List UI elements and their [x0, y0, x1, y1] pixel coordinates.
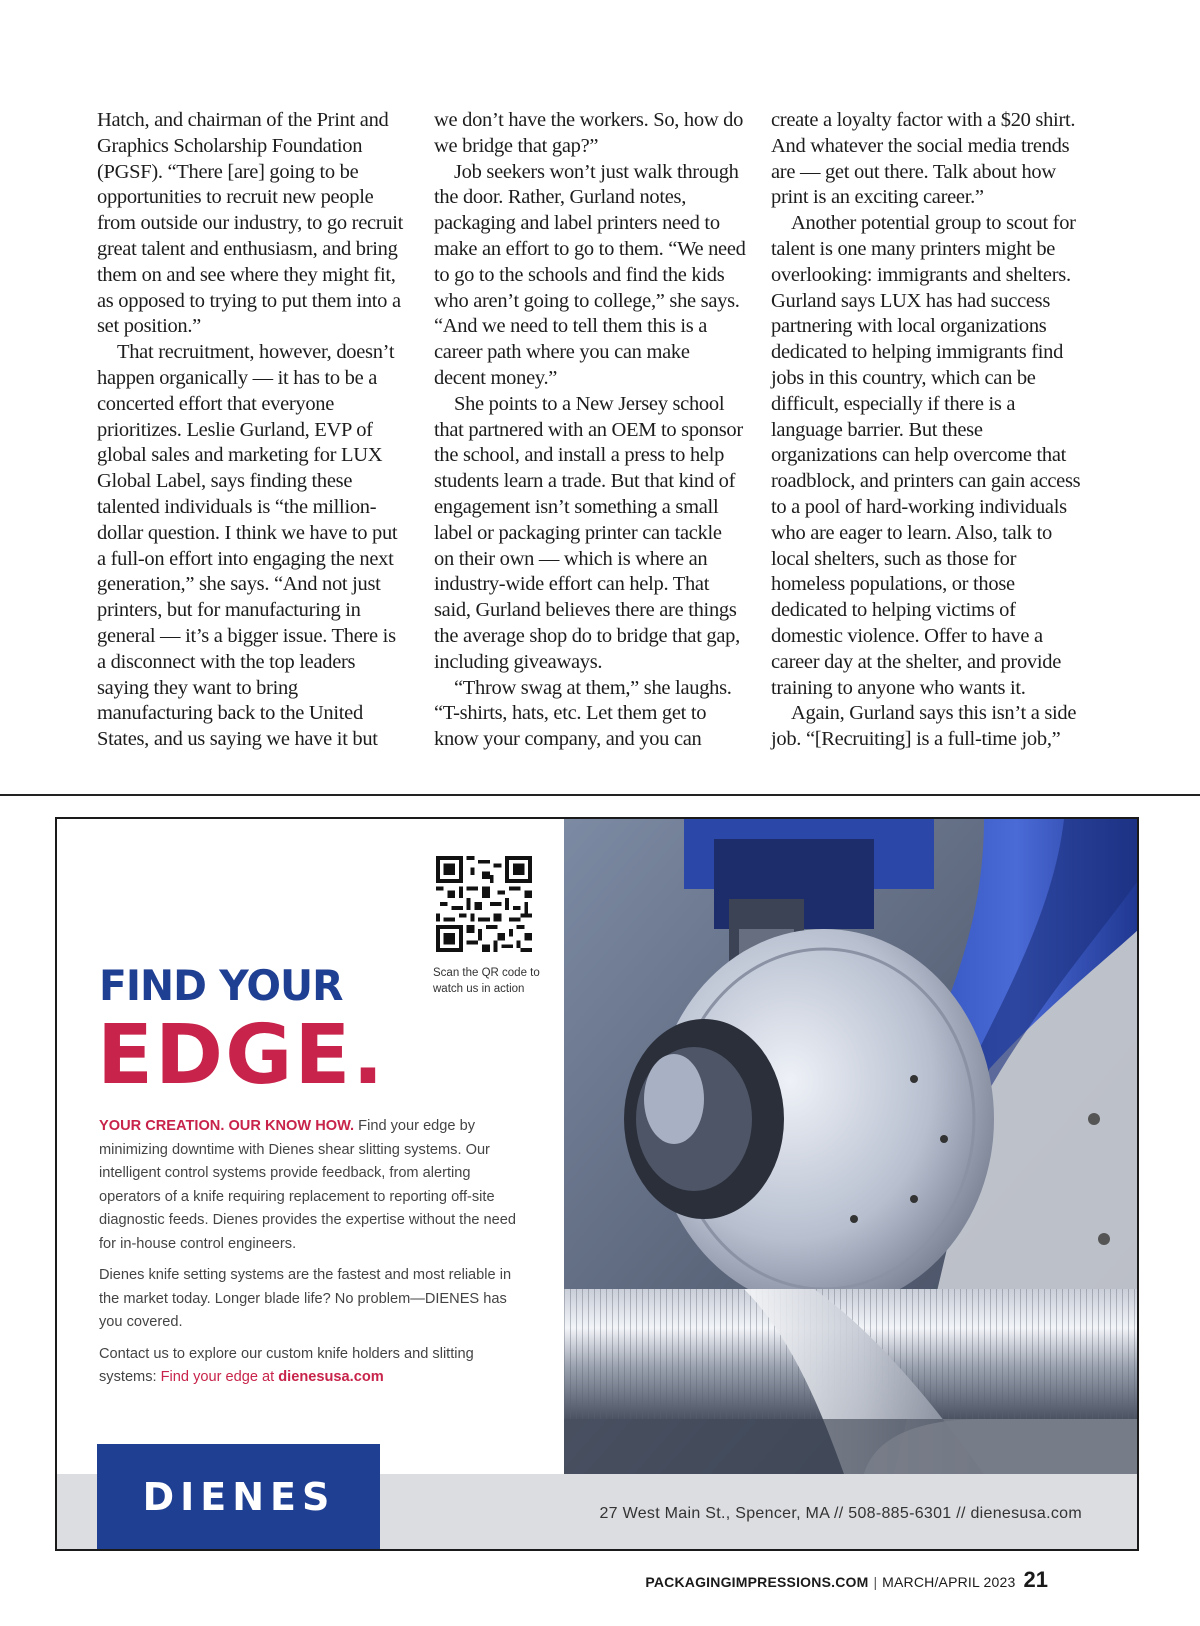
- folio-website[interactable]: PACKAGINGIMPRESSIONS.COM: [645, 1574, 869, 1590]
- ad-contact-info: 27 West Main St., Spencer, MA // 508-885-6301 // dienesusa.com: [599, 1505, 1082, 1522]
- ad-paragraph: [99, 1343, 519, 1390]
- paragraph: She points to a New Jersey school that partnered with an OEM to sponsor the school, and install a press to help students learn a trade. But that kind of engagement isn’t something a small label or packaging printer can tackle on their own — which is where an industry-wide effort can help. That said, Gurland believes there are things the average shop do to bridge that gap, including giveaways.: [434, 392, 743, 673]
- article-body: [97, 108, 1097, 758]
- ad-body-text: Contact us to explore our custom knife holders and slitting systems:: [99, 1345, 474, 1385]
- ad-headline-top: FIND YOUR: [99, 961, 343, 1010]
- article-column-2: [434, 108, 746, 758]
- article-column-3: [771, 108, 1083, 758]
- folio-issue-date: MARCH/APRIL 2023: [882, 1574, 1016, 1590]
- ad-headline-bottom: EDGE.: [97, 1008, 386, 1103]
- ad-body-text: Find your edge by minimizing downtime with Dienes shear slitting systems. Our intelligent control systems provide feedback, from alerting operators of a knife requiring replacement to reporting off-site diagnostic feeds. Dienes provides the expertise without the need for in-house control engineers.: [99, 1118, 516, 1252]
- paragraph: we don’t have the workers. So, how do we bridge that gap?”: [434, 109, 744, 157]
- paragraph: “Throw swag at them,” she laughs. “T-shirts, hats, etc. Let them get to know your company, and you can: [434, 676, 732, 751]
- paragraph: Hatch, and chairman of the Print and Graphics Scholarship Foundation (PGSF). “There [are] going to be opportunities to recruit new people from outside our industry, to go recruit great talent and enthusiasm, and bring them on and see where they might fit, as opposed to trying to put them into a set position.”: [97, 109, 404, 338]
- article-column-1: [97, 108, 409, 758]
- page-number: 21: [1023, 1567, 1048, 1592]
- section-divider: [0, 794, 1200, 796]
- ad-cta-text: Find your edge at: [160, 1369, 279, 1385]
- folio-separator: |: [873, 1574, 878, 1590]
- ad-paragraph: [99, 1115, 519, 1256]
- page-folio: [645, 1567, 1048, 1593]
- dienes-logo: [97, 1444, 380, 1549]
- ad-cta: [161, 1369, 384, 1385]
- paragraph: That recruitment, however, doesn’t happen organically — it has to be a concerted effort that everyone prioritizes. Leslie Gurland, EVP of global sales and marketing for LUX Global Label, says finding these talented individuals is “the million-dollar question. I think we have to put a full-on effort into engaging the next generation,” she says. “And not just printers, but for manufacturing in general — it’s a bigger issue. There is a disconnect with the top leaders saying they want to bring manufacturing back to the United States, and us saying we have it but: [97, 341, 398, 751]
- qr-caption: Scan the QR code to watch us in action: [433, 967, 540, 995]
- dienes-advertisement[interactable]: [55, 817, 1139, 1551]
- slitting-machine-photo: [564, 819, 1139, 1474]
- ad-body-copy: [99, 1115, 519, 1398]
- svg-text:DIENES: DIENES: [142, 1476, 335, 1517]
- ad-website-link[interactable]: dienesusa.com: [278, 1369, 384, 1385]
- qr-code[interactable]: [436, 856, 532, 952]
- ad-paragraph: Dienes knife setting systems are the fastest and most reliable in the market today. Longer blade life? No problem—DIENES has you covered.: [99, 1267, 512, 1330]
- paragraph: Another potential group to scout for talent is one many printers might be overlooking: immigrants and shelters. Gurland says LUX has had success partnering with local organizations dedicated to helping immigrants find jobs in this country, which can be difficult, especially if there is a language barrier. But these organizations can help overcome that roadblock, and printers can gain access to a pool of hard-working individuals who are eager to learn. Also, talk to local shelters, such as those for homeless populations, or those dedicated to helping victims of domestic violence. Offer to have a career day at the shelter, and provide training to anyone who wants it.: [771, 212, 1081, 699]
- dienes-logo-mark: [119, 1477, 359, 1517]
- paragraph: Job seekers won’t just walk through the door. Rather, Gurland notes, packaging and label printers need to make an effort to go to them. “We need to go to the schools and find the kids who aren’t going to college,” she says. “And we need to tell them this is a career path where you can make decent money.”: [434, 160, 746, 389]
- paragraph: create a loyalty factor with a $20 shirt. And whatever the social media trends are — get out there. Talk about how print is an exciting career.”: [771, 109, 1076, 209]
- paragraph: Again, Gurland says this isn’t a side job. “[Recruiting] is a full-time job,”: [771, 702, 1077, 751]
- ad-kicker: YOUR CREATION. OUR KNOW HOW.: [99, 1118, 355, 1134]
